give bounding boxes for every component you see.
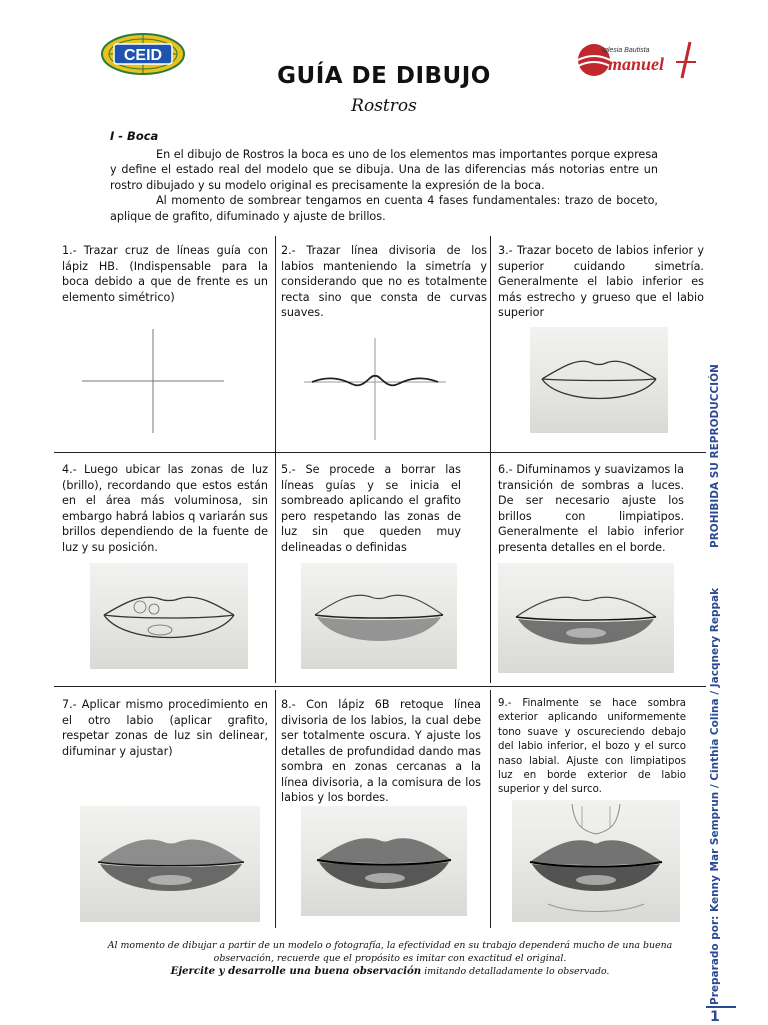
svg-text:CEID: CEID: [123, 47, 163, 64]
step-6-photo: [498, 563, 674, 673]
column-divider: [275, 236, 276, 464]
column-divider: [490, 690, 491, 928]
step-2-illustration: [300, 336, 450, 442]
row-divider: [54, 686, 706, 687]
step-1-text: 1.- Trazar cruz de líneas guía con lápiz HB. (Indispensable para la boca debido a que de frente es un elemento simétrico): [62, 244, 268, 304]
step-5-photo: [301, 563, 457, 669]
column-divider: [275, 455, 276, 683]
step-1-illustration: [80, 327, 226, 437]
svg-text:Iglesia Bautista: Iglesia Bautista: [602, 47, 650, 54]
author-credit-label: Preparado por: Kenny Mar Semprun / Cinthia Colina / Jacqnery Reppak: [709, 587, 721, 1005]
page-number: 1: [710, 1009, 720, 1025]
column-divider: [275, 690, 276, 928]
step-9-text: 9.- Finalmente se hace sombra exterior aplicando uniformemente tono suave y oscureciendo debajo del labio inferior, el bozo y el surco naso labial. Ajuste con limpiatipos luz en borde exterior de labio superior y del surco.: [498, 698, 686, 796]
step-4-text: 4.- Luego ubicar las zonas de luz (brillo), recordando que estos están en el área más voluminosa, sin embargo habrá labios q variarán sus brillos dependiendo de la fuente de luz y su posición.: [62, 463, 268, 554]
reproduction-warning-label: PROHIBIDA SU REPRODUCCIÓN: [709, 364, 721, 548]
step-7-text: 7.- Aplicar mismo procedimiento en el otro labio (aplicar grafito, respetar zonas de luz sin delinear, difuminar y ajustar): [62, 698, 268, 758]
step-3-text: 3.- Trazar boceto de labios inferior y superior cuidando simetría. Generalmente el labio inferior es más estrecho y grueso que el labio superior: [498, 244, 704, 319]
step-2-text: 2.- Trazar línea divisoria de los labios manteniendo la simetría y considerando que no es totalmente recta sino que consta de curvas suaves.: [281, 244, 487, 319]
author-credit: [703, 580, 731, 1010]
column-divider: [490, 236, 491, 464]
footer-note: [95, 940, 685, 979]
intro-paragraph-2: Al momento de sombrear tengamos en cuenta 4 fases fundamentales: trazo de boceto, aplique de grafito, difuminado y ajuste de brillos.: [110, 194, 658, 223]
step-7-photo: [80, 806, 260, 922]
footer-line-2: [95, 965, 685, 979]
column-divider: [490, 455, 491, 683]
step-8-photo: [301, 806, 467, 916]
svg-text:manuel: manuel: [608, 54, 665, 74]
footer-line-1: Al momento de dibujar a partir de un modelo o fotografía, la efectividad en su trabajo dependerá mucho de una buena observación, recuerde que el propósito es imitar con exactitud el original.: [107, 940, 673, 964]
intro-text: [110, 147, 658, 224]
page-subtitle: Rostros: [351, 96, 417, 116]
row-divider: [54, 452, 706, 453]
step-9-photo: [512, 800, 680, 922]
step-8-text: 8.- Con lápiz 6B retoque línea divisoria de los labios, la cual debe ser totalmente oscura. Y ajuste los detalles de profundidad dando mas sombra en zonas cercanas a la línea divisoria, a la comisura de los labios y los bordes.: [281, 698, 481, 804]
intro-paragraph-1: En el dibujo de Rostros la boca es uno de los elementos mas importantes porque expresa y define el estado real del modelo que se dibuja. Una de las diferencias más notorias entre un rostro dibujado y su modelo original es precisamente la expresión de la boca.: [110, 148, 658, 192]
section-heading: I - Boca: [110, 129, 159, 143]
footer-line-2-rest: imitando detalladamente lo observado.: [421, 966, 610, 977]
reproduction-warning: [703, 360, 731, 550]
footer-emphasis: Ejercite y desarrolle una buena observación: [170, 965, 422, 977]
page-title: GUÍA DE DIBUJO: [277, 63, 491, 89]
step-6-text: 6.- Difuminamos y suavizamos la transición de sombras a luces. De ser necesario ajuste los brillos con limpiatipos. Generalmente el labio inferior presenta detalles en el borde.: [498, 463, 684, 554]
step-3-photo: [530, 327, 668, 433]
step-4-photo: [90, 563, 248, 669]
page-number-rule: [706, 1006, 736, 1008]
step-5-text: 5.- Se procede a borrar las líneas guías y se inicia el sombreado aplicando el grafito pero respetando las zonas de luz sin que queden muy delineadas o definidas: [281, 463, 461, 554]
